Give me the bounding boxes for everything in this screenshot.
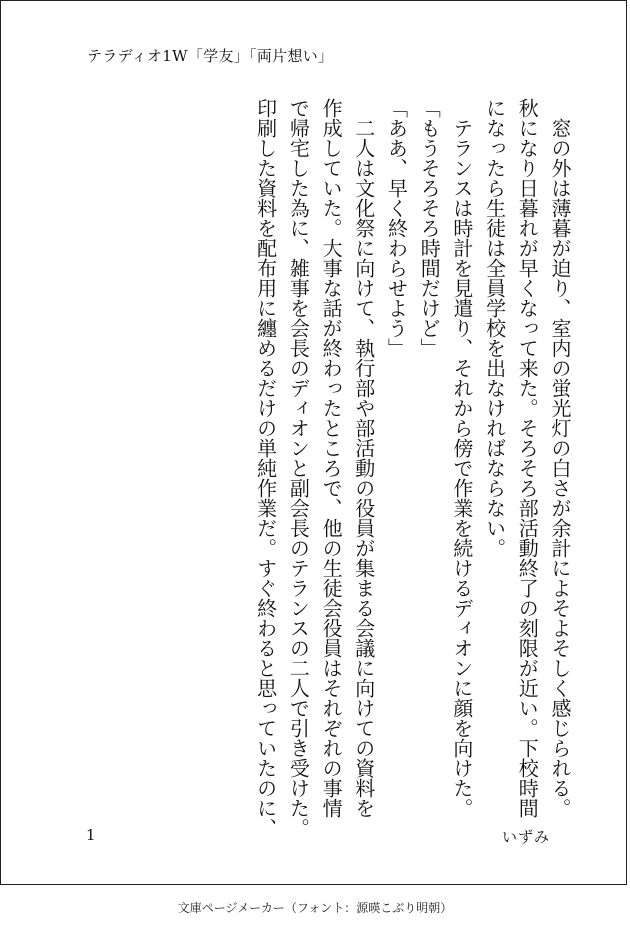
author-name: いずみ	[502, 828, 551, 846]
text-line: 窓の外は薄暮が迫り、室内の蛍光灯の白さが余計によそよそしく感じられる。	[548, 98, 572, 818]
text-line: で帰宅した為に、雑事を会長のディオンと副会長のテランスの二人で引き受けた。	[286, 98, 311, 838]
text-line: 「ああ、早く終わらせよう」	[384, 98, 409, 358]
text-line: 印刷した資料を配布用に纏めるだけの単純作業だ。すぐ終わると思っていたのに、	[253, 98, 278, 838]
page-number: 1	[86, 826, 96, 844]
text-line: 秋になり日暮れが早くなって来た。そろそろ部活動終了の刻限が近い。下校時間	[515, 98, 540, 818]
text-line: 「もうそろそろ時間だけど」	[417, 98, 442, 358]
text-line: テランスは時計を見遣り、それから傍で作業を続けるディオンに顔を向けた。	[449, 98, 474, 818]
page-header-title: テラディオ1W「学友」「両片想い」	[87, 47, 334, 65]
generator-caption: 文庫ページメーカー（フォント：源暎こぶり明朝）	[177, 901, 453, 915]
text-line: 二人は文化祭に向けて、執行部や部活動の役員が集まる会議に向けての資料を	[351, 98, 376, 818]
text-line: 作成していた。大事な話が終わったところで、他の生徒会役員はそれぞれの事情	[319, 98, 344, 818]
text-line: になったら生徒は全員学校を出なければならない。	[482, 98, 507, 558]
